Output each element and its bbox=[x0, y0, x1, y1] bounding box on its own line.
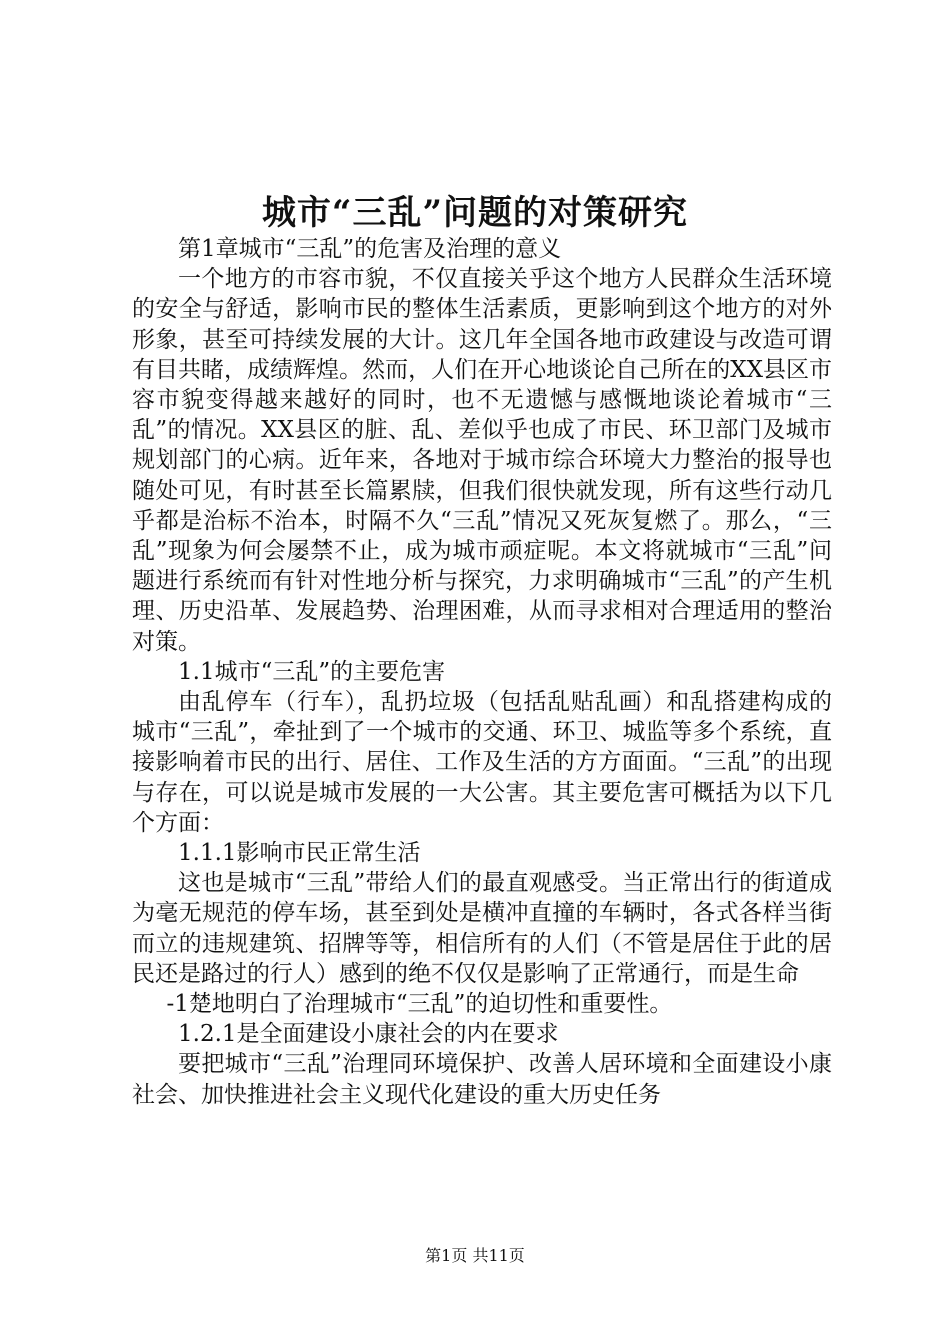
document-title: 城市“三乱”问题的对策研究 bbox=[261, 193, 689, 233]
paragraph: 一个地方的市容市貌，不仅直接关乎这个地方人民群众生活环境的安全与舒适，影响市民的整体生活素质，更影响到这个地方的对外形象，甚至可持续发展的大计。这几年全国各地市政建设与改造可谓有目共睹，成绩辉煌。然而，人们在开心地谈论自己所在的XX县区市容市貌变得越来越好的同时，也不无遗憾与感慨地谈论着城市“三乱”的情况。XX县区的脏、乱、差似乎也成了市民、环卫部门及城市规划部门的心病。近年来，各地对于城市综合环境大力整治的报导也随处可见，有时甚至长篇累牍，但我们很快就发现，所有这些行动几乎都是治标不治本，时隔不久“三乱”情况又死灰复燃了。那么，“三乱”现象为何会屡禁不止，成为城市顽症呢。本文将就城市“三乱”问题进行系统而有针对性地分析与探究，力求明确城市“三乱”的产生机理、历史沿革、发展趋势、治理困难，从而寻求相对合理适用的整治对策。 bbox=[132, 266, 832, 655]
subsection-heading: 1.1.1影响市民正常生活 bbox=[178, 840, 421, 867]
paragraph: 由乱停车（行车），乱扔垃圾（包括乱贴乱画）和乱搭建构成的城市“三乱”，牵扯到了一个城市的交通、环卫、城监等多个系统，直接影响着市民的出行、居住、工作及生活的方方面面。“三乱”的出现与存在，可以说是城市发展的一大公害。其主要危害可概括为以下几个方面： bbox=[132, 689, 832, 836]
chapter-heading: 第1章城市“三乱”的危害及治理的意义 bbox=[178, 236, 562, 262]
paragraph: -1楚地明白了治理城市“三乱”的迫切性和重要性。 bbox=[166, 991, 673, 1018]
document-body bbox=[132, 234, 832, 1110]
paragraph: 要把城市“三乱”治理同环境保护、改善人居环境和全面建设小康社会、加快推进社会主义现代化建设的重大历史任务 bbox=[132, 1051, 832, 1108]
page-footer: 第1页 共11页 bbox=[425, 1246, 525, 1265]
paragraph: 这也是城市“三乱”带给人们的最直观感受。当正常出行的街道成为毫无规范的停车场，甚至到处是横冲直撞的车辆时，各式各样当街而立的违规建筑、招牌等等，相信所有的人们（不管是居住于此的居民还是路过的行人）感到的绝不仅仅是影响了正常通行，而是生命 bbox=[132, 870, 832, 987]
subsection-heading: 1.2.1是全面建设小康社会的内在要求 bbox=[178, 1021, 559, 1048]
section-heading: 1.1城市“三乱”的主要危害 bbox=[178, 658, 446, 685]
